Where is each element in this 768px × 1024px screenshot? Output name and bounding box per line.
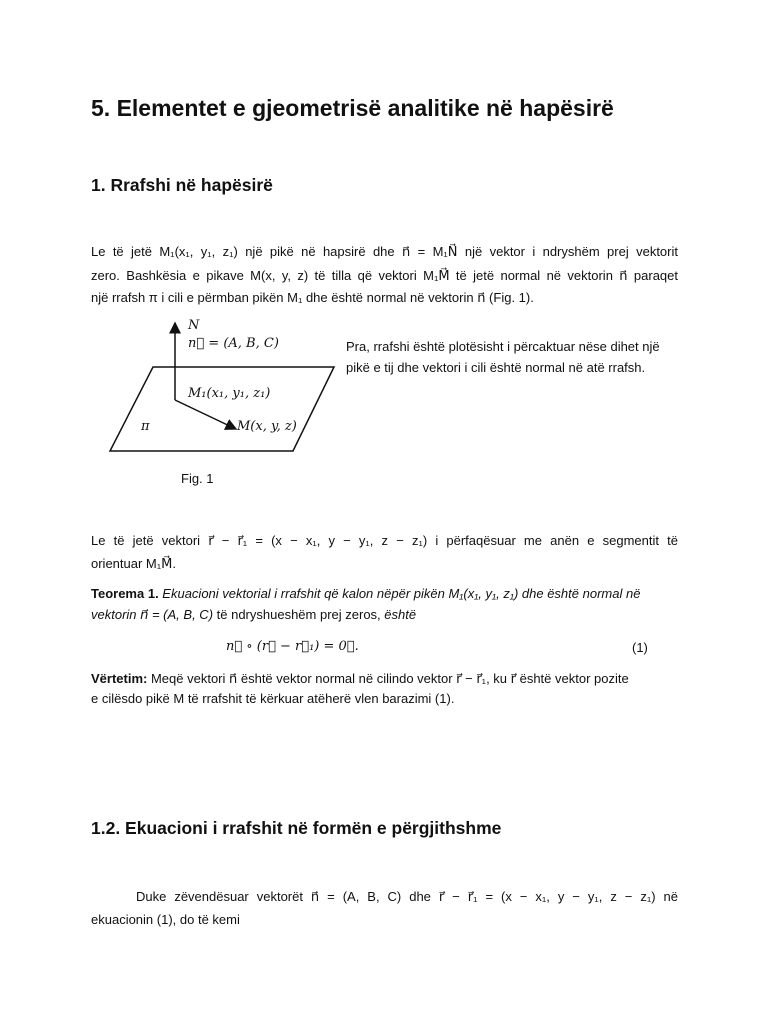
label-n-vector: n⃗ = (A, B, C) xyxy=(188,336,279,351)
equation-1: n⃗ ∘ (r⃗ − r⃗₁) = 0⃗. xyxy=(226,639,359,654)
m1m-vector-arrow xyxy=(175,400,236,429)
proof-line-1 xyxy=(91,671,629,687)
proof-text-1: Meqë vektori n⃗ është vektor normal në cilindo vektor r⃗ − r⃗₁, ku r⃗ është vektor pozite xyxy=(147,671,629,686)
side-note-line-2: pikë e tij dhe vektori i cili është normal në atë rrafsh. xyxy=(346,360,646,375)
page-title: 5. Elementet e gjeometrisë analitike në hapësirë xyxy=(91,95,614,121)
label-M1: M₁(x₁, y₁, z₁) xyxy=(188,386,271,401)
theorem-text-2b: të ndryshueshëm prej zeros, xyxy=(213,607,385,622)
theorem-text-2a: vektorin n⃗ = (A, B, C) xyxy=(91,607,214,622)
figure-caption: Fig. 1 xyxy=(181,471,214,486)
theorem-label: Teorema 1. xyxy=(91,586,159,601)
theorem-text-1: Ekuacioni vektorial i rrafshit që kalon nëpër pikën M₁(x₁, y₁, z₁) dhe është normal në xyxy=(158,586,641,601)
paragraph-1-line-2: zero. Bashkësia e pikave M(x, y, z) të tilla që vektori M₁M⃗ të jetë normal në vektorin n⃗ paraqet xyxy=(91,268,678,283)
plane-parallelogram xyxy=(110,367,334,451)
paragraph-2-line-1: Le të jetë vektori r⃗ − r⃗₁ = (x − x₁, y − y₁, z − z₁) i përfaqësuar me anën e segmentit të xyxy=(91,533,678,548)
paragraph-1-line-3: një rrafsh π i cili e përmban pikën M₁ dhe është normal në vektorin n⃗ (Fig. 1). xyxy=(91,290,534,305)
paragraph-3-line-2: ekuacionin (1), do të kemi xyxy=(91,912,240,927)
proof-line-2: e cilësdo pikë M të rrafshit të kërkuar atëherë vlen barazimi (1). xyxy=(91,691,455,706)
side-note-line-1: Pra, rrafshi është plotësisht i përcaktuar nëse dihet një xyxy=(346,339,660,354)
theorem-line-2 xyxy=(91,607,416,623)
section-heading-1: 1. Rrafshi në hapësirë xyxy=(91,175,273,195)
theorem-text-2c: është xyxy=(384,607,417,622)
theorem-line-1 xyxy=(91,586,640,602)
label-pi: π xyxy=(141,419,150,434)
label-M: M(x, y, z) xyxy=(237,419,297,434)
paragraph-2-line-2: orientuar M₁M⃗. xyxy=(91,556,176,571)
equation-number: (1) xyxy=(632,640,648,655)
section-heading-2: 1.2. Ekuacioni i rrafshit në formën e përgjithshme xyxy=(91,818,502,838)
paragraph-1-line-1: Le të jetë M₁(x₁, y₁, z₁) një pikë në hapsirë dhe n⃗ = M₁N⃗ një vektor i ndryshëm prej vektorit xyxy=(91,244,678,259)
proof-label: Vërtetim: xyxy=(91,671,148,686)
label-N: N xyxy=(188,318,200,333)
paragraph-3-line-1: Duke zëvendësuar vektorët n⃗ = (A, B, C) dhe r⃗ − r⃗₁ = (x − x₁, y − y₁, z − z₁) në xyxy=(136,889,678,904)
